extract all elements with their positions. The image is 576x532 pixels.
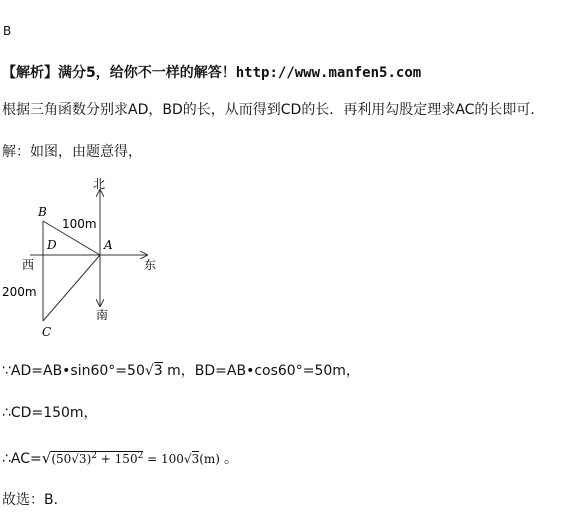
label-west: 西 — [22, 258, 35, 272]
label-bc-length: 200m — [2, 285, 37, 299]
radicand-c: + 150 — [96, 452, 138, 466]
step-1-part-a: ∵AD=AB•sin60°=50 — [2, 363, 145, 379]
radicand-exp-2: 2 — [137, 451, 144, 461]
analysis-ad: AD — [128, 102, 149, 118]
analysis-text — [2, 101, 544, 119]
analysis-title: 满分5，给你不一样的解答！ — [58, 65, 236, 81]
label-south: 南 — [96, 308, 109, 322]
label-ab-length: 100m — [62, 217, 97, 231]
source-url[interactable]: http://www.manfen5.com — [235, 65, 422, 81]
analysis-part-1: 根据三角函数分别求 — [2, 102, 128, 118]
analysis-bd: BD — [162, 102, 183, 118]
analysis-part-4: 的长即可． — [474, 102, 545, 118]
step-3-part-a: ∴AC= — [2, 451, 42, 467]
label-north: 北 — [93, 177, 106, 191]
step-1: ∵AD=AB•sin60°=50√3 m，BD=AB•cos60°=50m， — [2, 363, 360, 379]
step-3-end: 。 — [223, 451, 238, 467]
analysis-part-2: 的长，从而得到 — [182, 102, 281, 118]
answer-label: B — [3, 24, 12, 38]
direction-diagram — [0, 176, 170, 336]
analysis-header — [2, 64, 421, 82]
step-1-part-b: m，BD=AB•cos60°=50m， — [162, 363, 360, 379]
segment-ac — [43, 255, 100, 321]
radicand-exp-1: 2 — [91, 451, 97, 461]
step-3-sqrt: 3 — [191, 452, 200, 466]
step-2: ∴CD=150m， — [2, 405, 98, 421]
analysis-tag: 【解析】 — [2, 65, 58, 81]
label-a: A — [104, 238, 113, 252]
step-3-radicand: $(50√3)^2 + 150^2$ — [51, 451, 144, 466]
radicand-b: ) — [86, 452, 92, 466]
radicand-sqrt: 3 — [78, 452, 87, 466]
label-d: D — [47, 238, 57, 252]
analysis-ac: AC — [455, 102, 475, 118]
label-b: B — [38, 205, 47, 219]
label-c: C — [42, 325, 52, 336]
radicand-a: (50 — [51, 452, 72, 466]
step-3: $\therefore AC=√(50√3)^2 + 150^2 = 100√3(m)$ 。 — [2, 449, 238, 467]
step-3-unit: (m) — [199, 452, 220, 466]
solution-intro: 解：如图，由题意得， — [2, 144, 142, 160]
conclusion: 故选：B． — [2, 492, 68, 508]
label-east: 东 — [144, 258, 157, 272]
analysis-part-3: 的长．再利用勾股定理求 — [301, 102, 456, 118]
step-3-part-b: = 100 — [143, 452, 184, 466]
analysis-comma: ， — [148, 102, 163, 118]
analysis-cd: CD — [280, 102, 302, 118]
step-1-sqrt: 3 — [153, 363, 163, 379]
